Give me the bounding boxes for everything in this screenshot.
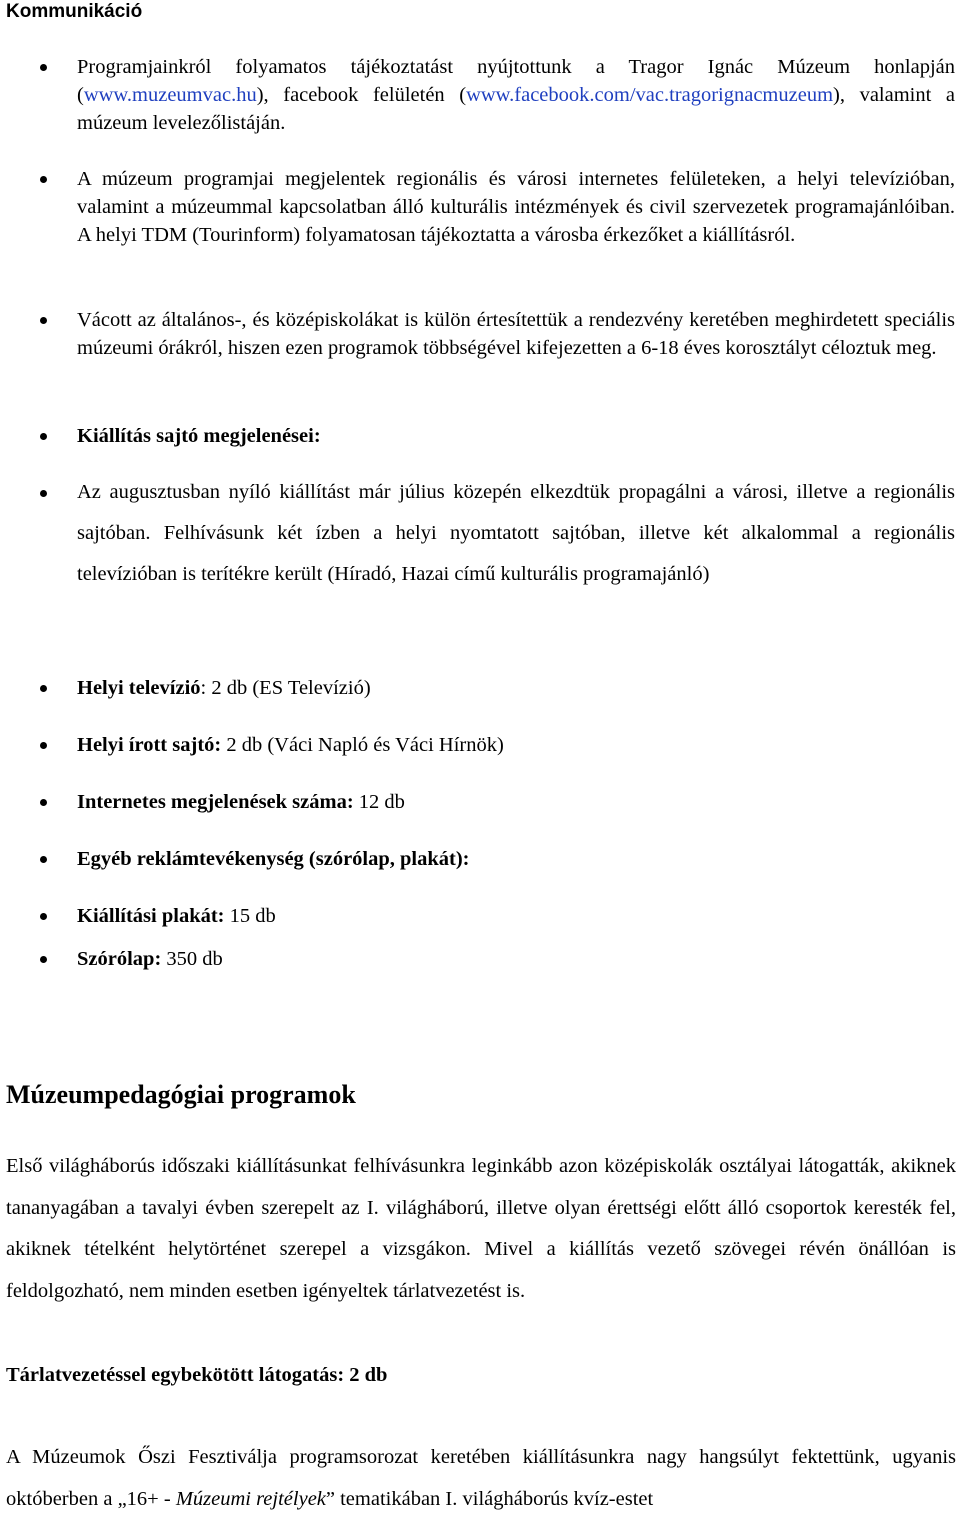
bullet-1-text-c: ), valamint a múzeum levelezőlistáján. [77,84,955,134]
stat-value: 350 db [161,948,223,970]
stat-flyer [77,947,223,971]
stat-label: Szórólap: [77,948,162,970]
festival-theme-title: Múzeumi rejtélyek [175,1487,326,1510]
stat-other-advertising [77,847,470,871]
stat-local-tv [77,676,371,700]
bullet-paragraph-3: Vácott az általános-, és középiskolákat is külön értesítettük a rendezvény keretében meghirdetett speciális múzeumi órákról, hiszen ezen programok többségével kifejezetten a 6-18 éves korosztályt céloztuk meg. [77,309,955,359]
stat-label: Internetes megjelenések száma: [77,791,354,813]
bullet-dot [40,742,47,749]
bullet-dot [40,433,47,440]
bullet-dot [40,856,47,863]
bullet-dot [40,913,47,920]
section-heading-kommunikacio: Kommunikáció [6,1,143,22]
bullet-paragraph-2: A múzeum programjai megjelentek regionális és városi internetes felületeken, a helyi televízióban, valamint a múzeummal kapcsolatban álló kulturális intézmények és civil szervezetek programajánlóiban. A helyi TDM (Tourinform) folyamatosan tájékoztatta a városba érkezőket a kiállításról. [77,168,955,246]
bullet-1-text-b: ), facebook felületén ( [256,84,467,106]
guided-tour-count: Tárlatvezetéssel egybekötött látogatás: 2 db [6,1364,388,1386]
bullet-paragraph-1 [77,53,955,137]
section-title-museum-education: Múzeumpedagógiai programok [6,1080,356,1109]
stat-label: Egyéb reklámtevékenység (szórólap, plakát): [77,848,470,870]
stat-local-press [77,733,504,757]
press-heading: Kiállítás sajtó megjelenései: [77,425,321,447]
bullet-dot [40,685,47,692]
stat-label: Helyi írott sajtó: [77,734,222,756]
bullet-1-text-a: Programjainkról folyamatos tájékoztatást nyújtottunk a Tragor Ignác Múzeum honlapján ( [77,56,955,106]
festival-text-a: A Múzeumok Őszi Fesztiválja programsorozat keretében kiállításunkra nagy hangsúlyt fektettünk, ugyanis októberben a „16+ - [6,1446,956,1510]
bullet-paragraph-5: Az augusztusban nyíló kiállítást már július közepén elkezdtük propagálni a városi, illetve a regionális sajtóban. Felhívásunk két ízben a helyi nyomtatott sajtóban, illetve két alkalommal a regionális televízióban is terítékre került (Híradó, Hazai című kulturális programajánló) [77,481,955,585]
bullet-dot [40,799,47,806]
stat-poster [77,904,276,928]
autumn-festival-paragraph [6,1437,956,1520]
stat-value: 12 db [353,791,405,813]
stat-value: : 2 db (ES Televízió) [200,677,371,699]
bullet-dot [40,490,47,497]
bullet-dot [40,64,47,71]
museum-education-paragraph: Első világháborús időszaki kiállításunkat felhívásunkra leginkább azon középiskolák osztályai látogatták, akiknek tananyagában a tavalyi évben szerepelt az I. világháború, illetve olyan érettségi előtt álló csoportok keresték fel, akiknek tételként helytörténet szerepel a vizsgákon. Mivel a kiállítás vezető szövegei révén önállóan is feldolgozható, nem minden esetben igényeltek tárlatvezetést is. [6,1155,956,1302]
stat-value: 2 db (Váci Napló és Váci Hírnök) [221,734,504,756]
website-link[interactable]: www.muzeumvac.hu [83,84,257,106]
festival-text-b: ” tematikában I. világháborús kvíz-estet [325,1487,654,1510]
stat-value: 15 db [224,905,276,927]
bullet-dot [40,176,47,183]
stat-internet [77,790,405,814]
stat-label: Helyi televízió [77,677,201,699]
bullet-dot [40,317,47,324]
facebook-link[interactable]: www.facebook.com/vac.tragorignacmuzeum [466,84,834,106]
stat-label: Kiállítási plakát: [77,905,225,927]
bullet-dot [40,956,47,963]
